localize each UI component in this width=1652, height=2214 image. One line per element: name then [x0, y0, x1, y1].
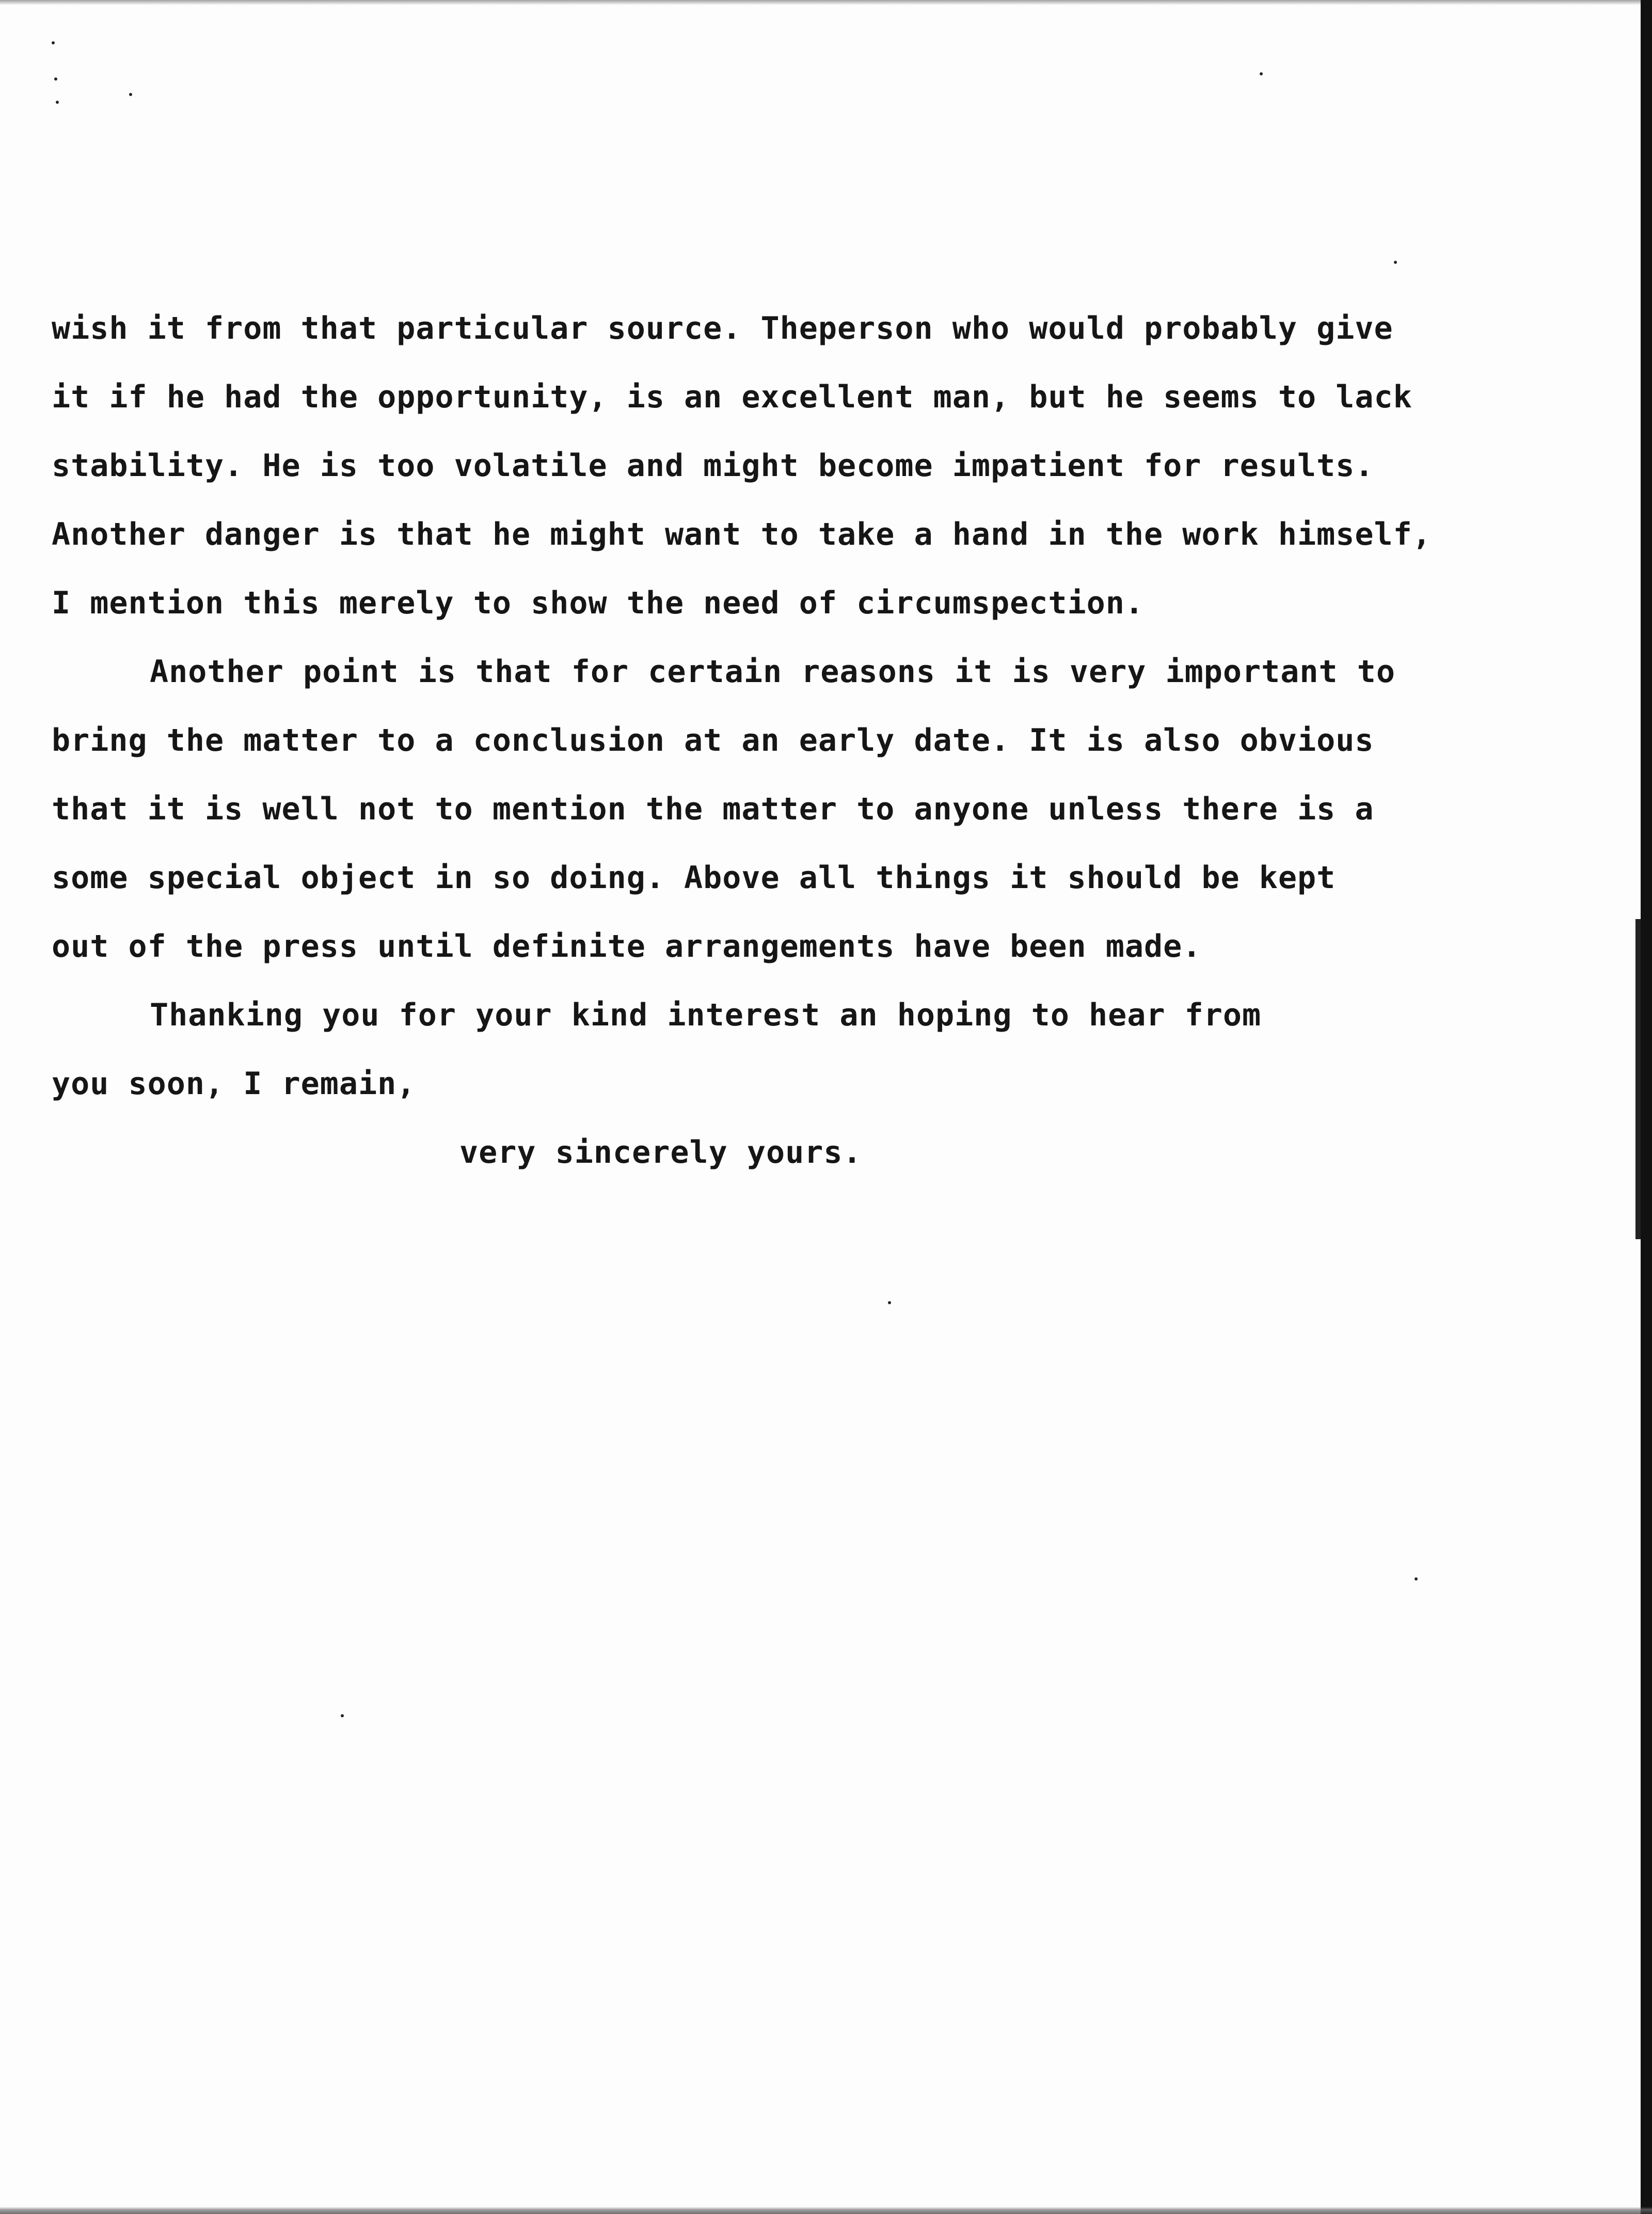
letter-line: out of the press until definite arrangements have been made.: [52, 928, 1202, 964]
letter-line: Another point is that for certain reasons it is very important to: [150, 654, 1395, 690]
letter-line: it if he had the opportunity, is an excellent man, but he seems to lack: [52, 379, 1412, 415]
letter-line: Thanking you for your kind interest an hoping to hear from: [150, 997, 1262, 1033]
letter-line: stability. He is too volatile and might become impatient for results.: [52, 448, 1374, 484]
scan-edge-bottom: [0, 2207, 1652, 2214]
scan-edge-top: [0, 0, 1652, 5]
letter-line: you soon, I remain,: [52, 1066, 416, 1102]
letter-line: Another danger is that he might want to take a hand in the work himself,: [52, 516, 1432, 552]
scan-speck: [56, 101, 59, 104]
closing-salutation: very sincerely yours.: [459, 1134, 862, 1171]
scan-speck: [1394, 261, 1397, 264]
letter-line: some special object in so doing. Above all things it should be kept: [52, 860, 1336, 896]
letter-line: wish it from that particular source. Theperson who would probably give: [52, 310, 1393, 346]
scan-speck: [1415, 1577, 1418, 1580]
scan-edge-right-shadow: [1635, 919, 1641, 1239]
scan-speck: [54, 77, 57, 81]
scan-speck: [129, 93, 132, 96]
letter-line: I mention this merely to show the need of circumspection.: [52, 585, 1145, 621]
scan-speck: [52, 41, 55, 44]
scan-speck: [1260, 72, 1263, 75]
letter-line: bring the matter to a conclusion at an early date. It is also obvious: [52, 722, 1374, 758]
scan-speck: [888, 1301, 891, 1304]
letter-line: that it is well not to mention the matter to anyone unless there is a: [52, 791, 1374, 827]
scan-edge-right: [1641, 0, 1652, 2214]
scan-speck: [341, 1714, 344, 1717]
letter-body: [52, 294, 1476, 1187]
